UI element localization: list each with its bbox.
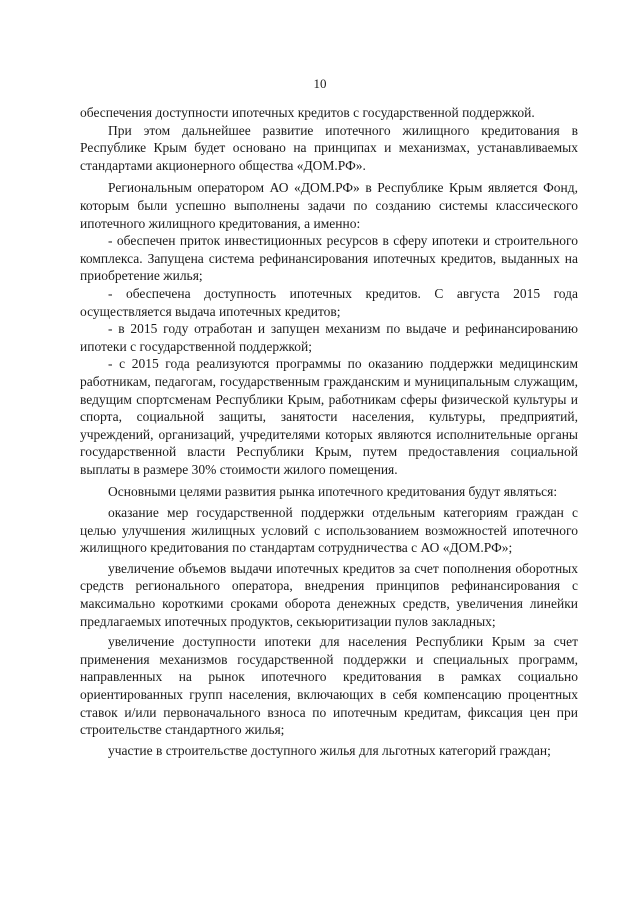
list-item-3: - в 2015 году отработан и запущен механизм по выдаче и рефинансированию ипотеки с государственной поддержкой; <box>80 321 578 354</box>
list-item-1: - обеспечен приток инвестиционных ресурсов в сферу ипотеки и строительного комплекса. Запущена система рефинансирования ипотечных кредитов, выданных на приобретение жилья; <box>80 233 578 284</box>
paragraph-goals-intro: Основными целями развития рынка ипотечного кредитования будут являться: <box>108 484 558 500</box>
paragraph-1: обеспечения доступности ипотечных кредитов с государственной поддержкой. <box>80 105 535 120</box>
list-item-4: - с 2015 года реализуются программы по оказанию поддержки медицинским работникам, педагогам, государственным гражданским и муниципальным служащим, ведущим спортсменам Республики Крым, работникам сферы физической культуры и спорта, социальной защиты, занятости населения, культуры, предприятий, учреждений, организаций, учредителями которых являются исполнительные органы государственной власти Республики Крым, путем предоставления социальной выплаты в размере 30% стоимости жилого помещения. <box>80 356 578 477</box>
paragraph-2: При этом дальнейшее развитие ипотечного жилищного кредитования в Республике Крым будет основано на принципах и механизмах, устанавливаемых стандартами акционерного общества «ДОМ.РФ». <box>80 122 578 173</box>
goal-item-1: оказание мер государственной поддержки отдельным категориям граждан с целью улучшения жилищных условий с использованием возможностей ипотечного жилищного кредитования по стандартам сотрудничества с АО «ДОМ.РФ»; <box>80 505 578 556</box>
document-body <box>80 104 578 759</box>
page-number: 10 <box>313 76 327 91</box>
goal-item-2: увеличение объемов выдачи ипотечных кредитов за счет пополнения оборотных средств регионального оператора, внедрения принципов рефинансирования с максимально короткими сроками оборота денежных средств, увеличения линейки предлагаемых ипотечных продуктов, секьюритизации пулов закладных; <box>80 560 578 629</box>
goal-item-3: увеличение доступности ипотеки для населения Республики Крым за счет применения механизмов государственной поддержки и специальных программ, направленных на рынок ипотечного кредитования в рамках социально ориентированных групп населения, включающих в себя компенсацию процентных ставок и/или первоначального взноса по ипотечным кредитам, фиксация цен при строительстве стандартного жилья; <box>80 634 578 738</box>
list-item-2: - обеспечена доступность ипотечных кредитов. С августа 2015 года осуществляется выдача ипотечных кредитов; <box>80 285 578 319</box>
paragraph-3: Региональным оператором АО «ДОМ.РФ» в Республике Крым является Фонд, которым были успешно выполнены задачи по созданию системы классического ипотечного жилищного кредитования, а именно: <box>80 180 578 231</box>
goal-item-4: участие в строительстве доступного жилья для льготных категорий граждан; <box>108 742 551 758</box>
